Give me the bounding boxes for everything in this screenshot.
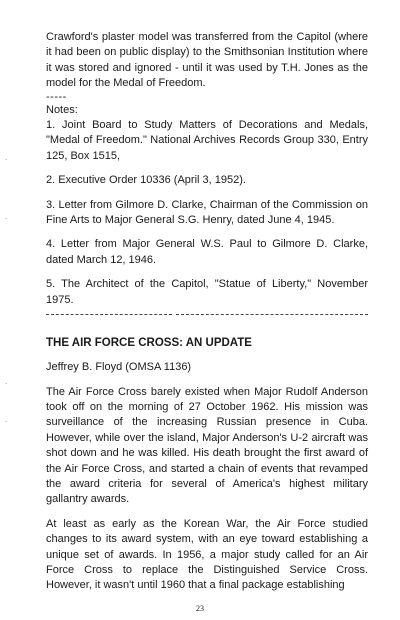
- body-paragraph: At least as early as the Korean War, the Air Force studied changes to its award system, with an eye toward establishing a unique set of awards. In 1956, a major study called for an Air Force Cross to replace the Distinguished Service Cross. However, it wasn't until 1960 that a final package establishing: [46, 517, 368, 592]
- article-title: THE AIR FORCE CROSS: AN UPDATE: [46, 337, 252, 350]
- page-number: 23: [196, 604, 204, 613]
- scan-speck: ·: [5, 380, 8, 388]
- scan-speck: ·: [5, 156, 8, 164]
- short-divider: -----: [46, 90, 67, 103]
- intro-paragraph: Crawford's plaster model was transferred from the Capitol (where it had been on public display) to the Smithsonian Institution where it was stored and ignored - until it was used by T.H. Jones as the model for the Medal of Freedom.: [46, 31, 368, 90]
- note-item: 4. Letter from Major General W.S. Paul to Gilmore D. Clarke, dated March 12, 1946.: [46, 238, 368, 266]
- scan-speck: ·: [5, 215, 8, 223]
- notes-label: Notes:: [46, 103, 78, 116]
- note-item: 3. Letter from Gilmore D. Clarke, Chairman of the Commission on Fine Arts to Major General S.G. Henry, dated June 4, 1945.: [46, 198, 368, 227]
- divider-line: [46, 314, 172, 315]
- body-paragraph: The Air Force Cross barely existed when Major Rudolf Anderson took off on the morning of 27 October 1962. His mission was surveillance of the increasing Russian presence in Cuba. However, while over the island, Major Anderson's U-2 aircraft was shot down and he was killed. His death brought the first award of the Air Force Cross, and started a chain of events that revamped the award criteria for several of America's highest military gallantry awards.: [46, 385, 368, 506]
- note-item: 1. Joint Board to Study Matters of Decorations and Medals, "Medal of Freedom." National Archives Records Group 330, Entry 125, Box 1515,: [46, 119, 368, 162]
- scan-speck: ·: [5, 418, 8, 426]
- note-item: 2. Executive Order 10336 (April 3, 1952).: [46, 174, 246, 187]
- document-page: [46, 30, 368, 594]
- section-divider: [46, 311, 368, 317]
- divider-line: [176, 314, 368, 315]
- author-byline: Jeffrey B. Floyd (OMSA 1136): [46, 361, 192, 374]
- note-item: 5. The Architect of the Capitol, "Statue of Liberty," November 1975.: [46, 278, 368, 306]
